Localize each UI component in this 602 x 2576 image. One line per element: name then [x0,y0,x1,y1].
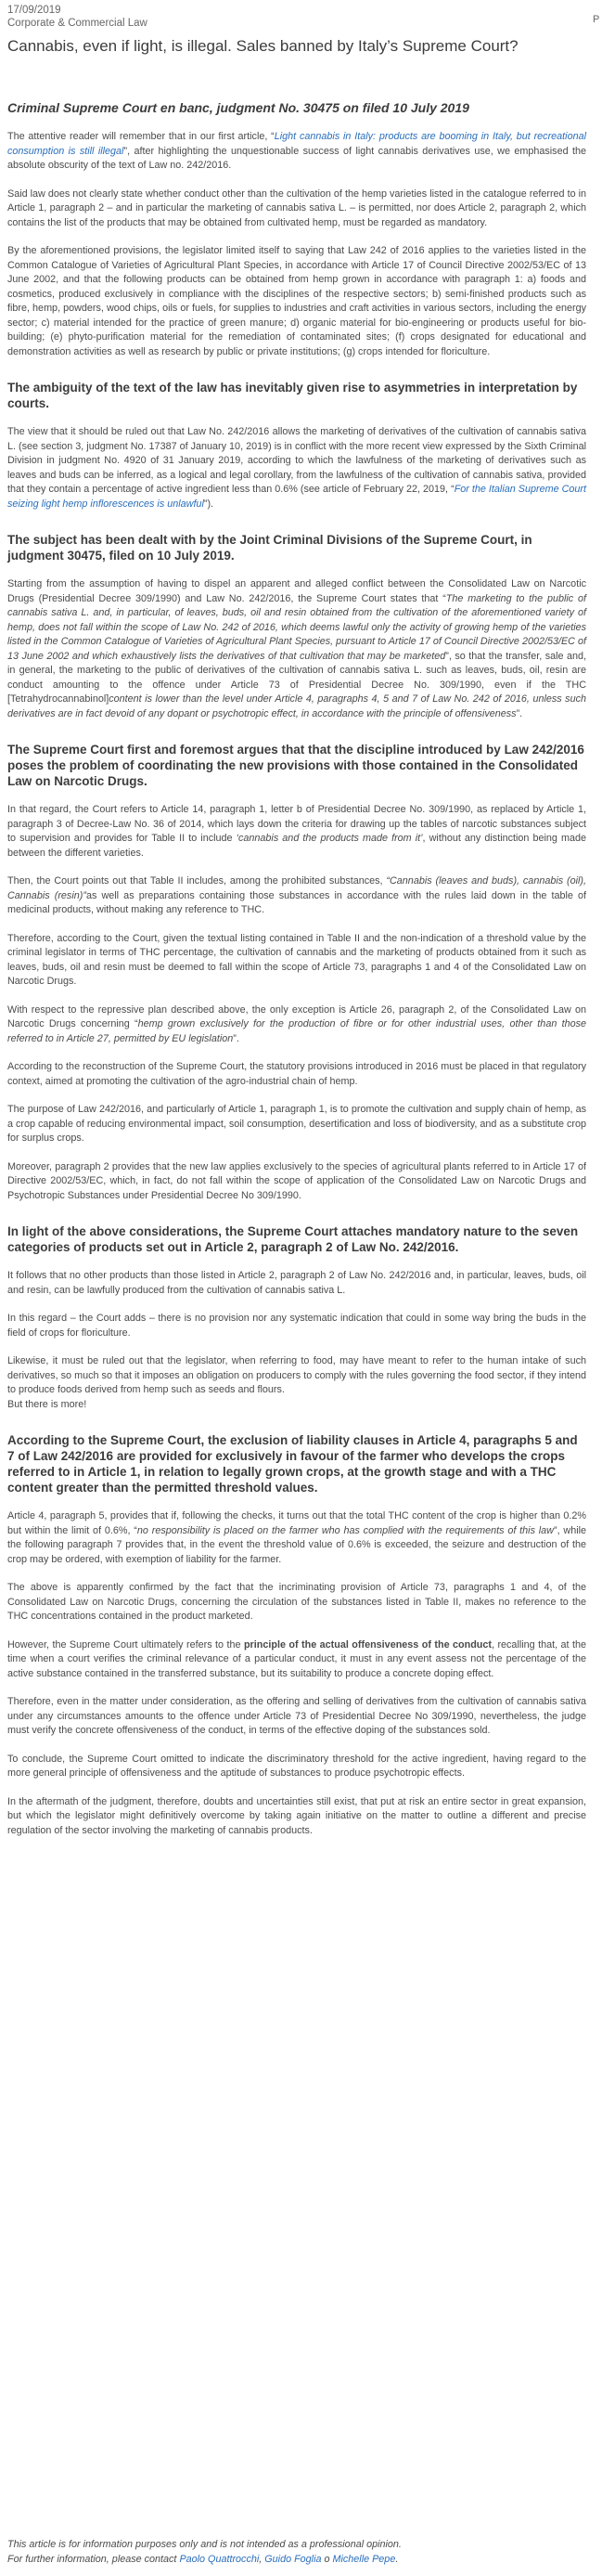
paragraph: Starting from the assumption of having to dispel an apparent and alleged conflict between the Consolidated Law on Narcotic Drugs (Presidential Decree 309/1990) and Law No. 242/2016, the Supreme Court states that “The marketing to the public of cannabis sativa L. and, in particular, of leaves, buds, oil and resin obtained from the cultivation of the aforementioned variety of hemp, does not fall within the scope of Law No. 242 of 2016, which deems lawful only the activity of growing hemp of the varieties listed in the Common Catalogue of Varieties of Agricultural Plant Species, pursuant to Article 17 of Council Directive 2002/53/EC of 13 June 2002 and which exhaustively lists the derivatives of that cultivation that may be marketed”, so that the transfer, sale and, in general, the marketing to the public of derivatives of the cultivation of cannabis sativa L. such as leaves, buds, oil, resin are conduct amounting to the offence under Article 73 of Presidential Decree No. 309/1990, even if the THC [Tetrahydrocannabinol]content is lower than the level under Article 4, paragraphs 4, 5 and 7 of Law No. 242 of 2016, unless such derivatives are in fact devoid of any dopant or psychotropic effect, in accordance with the principle of offensiveness”. [7,578,586,719]
section-heading: The subject has been dealt with by the Joint Criminal Divisions of the Supreme Court, in judgment 30475, filed on 10 July 2019. [7,533,532,563]
paragraph: By the aforementioned provisions, the legislator limited itself to saying that Law 242 of 2016 applies to the varieties listed in the Common Catalogue of Varieties of Agricultural Plant Species, in accordance with Article 17 of Council Directive 2002/53/EC of 13 June 2002, and that the following products can be obtained from hemp grown in accordance with paragraph 1: a) foods and cosmetics, produced exclusively in compliance with the disciplines of the respective sectors; b) semi-finished products such as fibre, hemp, powders, wood chips, oils or fuels, for supplies to industries and craft activities in various sectors, including the energy sector; c) material intended for the practice of green manure; d) organic material for bio-engineering or products useful for bio-building; (e) phyto-purification material for the remediation of contaminated sites; (f) crops designated for educational and demonstration activities as well as research by public or private institutions; (g) crops intended for floriculture. [7,245,586,357]
article [7,0,586,1838]
paragraph: In the aftermath of the judgment, therefore, doubts and uncertainties still exist, that put at risk an entire sector in great expansion, but which the legislator might definitively overcome by taking again initiative on the matter to outline a different and precise regulation of the sector involving the marketing of cannabis products. [7,1795,586,1836]
contact-link-pepe[interactable]: Michelle Pepe [332,2553,396,2565]
paragraph: Said law does not clearly state whether conduct other than the cultivation of the hemp varieties listed in the catalogue referred to in Article 1, paragraph 2 – and in particular the marketing of cannabis sativa L. – is permitted, nor does Article 2, paragraph 2, which contains the list of the products that may be obtained from cultivated hemp, must be regarded as mandatory. [7,188,586,228]
disclaimer: This article is for information purposes only and is not intended as a professional opinion. [7,2539,402,2550]
contact-line: For further information, please contact Paolo Quattrocchi, Guido Foglia o Michelle Pepe. [7,2553,399,2565]
section-heading: According to the Supreme Court, the exclusion of liability clauses in Article 4, paragraphs 5 and 7 of Law 242/2016 are provided for exclusively in favour of the farmer who develops the crops referred to in Article 1, in relation to legally grown crops, at the growth stage and with a THC content greater than the permitted threshold values. [7,1433,578,1495]
article-title: Cannabis, even if light, is illegal. Sales banned by Italy’s Supreme Court? [7,37,519,55]
paragraph: Likewise, it must be ruled out that the legislator, when referring to food, may have meant to refer to the human intake of such derivatives, so much so that it imposes an obligation on producers to comply with the rules governing the food sector, if they intend to produce foods derived from hemp such as seeds and flours. [7,1355,586,1395]
section-heading: In light of the above considerations, the Supreme Court attaches mandatory nature to the seven categories of products set out in Article 2, paragraph 2 of Law No. 242/2016. [7,1224,579,1254]
paragraph: With respect to the repressive plan described above, the only exception is Article 26, paragraph 2, of the Consolidated Law on Narcotic Drugs concerning “hemp grown exclusively for the production of fibre or for other industrial uses, other than those referred to in Article 27, permitted by EU legislation”. [7,1003,586,1044]
section-heading: The ambiguity of the text of the law has inevitably given rise to asymmetries in interpretation by courts. [7,381,578,410]
paragraph: According to the reconstruction of the Supreme Court, the statutory provisions introduced in 2016 must be placed in that regulatory context, aimed at promoting the cultivation of the agro-industrial chain of hemp. [7,1061,586,1087]
paragraph: However, the Supreme Court ultimately refers to the principle of the actual offensiveness of the conduct, recalling that, at the time when a court verifies the criminal relevance of a particular conduct, it must in any event assess not the percentage of the active substance contained in the transferred substance, but its suitability to produce a concrete doping effect. [7,1638,586,1679]
paragraph: In this regard – the Court adds – there is no provision nor any systematic indication that could in some way bring the buds in the field of crops for floriculture. [7,1313,586,1339]
paragraph: In that regard, the Court refers to Article 14, paragraph 1, letter b of Presidential Decree No. 309/1990, as replaced by Article 1, paragraph 3 of Decree-Law No. 36 of 2014, which lays down the criteria for drawing up the tables of narcotic substances subject to supervision and provides for Table II to include ‘cannabis and the products made from it’, without any distinction being made between the different varieties. [7,804,587,859]
paragraph: The view that it should be ruled out that Law No. 242/2016 allows the marketing of derivatives of the cultivation of cannabis sativa L. (see section 3, judgment No. 17387 of January 10, 2019) is in conflict with the more recent view expressed by the Sixth Criminal Division in judgment No. 4920 of 31 January 2019, according to which the lawfulness of the marketing of derivatives such as leaves and buds can be inferred, as a logical and legal corollary, from the lawfulness of the cultivation of cannabis sativa, provided that they contain a percentage of active ingredient less than 0.6% (see article of February 22, 2019, “For the Italian Supreme Court seizing light hemp inflorescences is unlawful”). [7,426,586,510]
paragraph: But there is more! [7,1398,87,1410]
paragraph: To conclude, the Supreme Court omitted to indicate the discriminatory threshold for the active ingredient, having regard to the more general principle of offensiveness and the aptitude of substances to produce psychotropic effects. [7,1753,586,1779]
article-category[interactable]: Corporate & Commercial Law [7,18,147,29]
paragraph: The above is apparently confirmed by the fact that the incriminating provision of Article 73, paragraphs 1 and 4, of the Consolidated Law on Narcotic Drugs, concerning the circulation of the substances listed in Table II, makes no reference to the THC concentrations contained in the product marketed. [7,1582,586,1622]
contact-link-quattrocchi[interactable]: Paolo Quattrocchi [179,2553,260,2565]
contact-link-foglia[interactable]: Guido Foglia [264,2553,322,2565]
paragraph: The purpose of Law 242/2016, and particularly of Article 1, paragraph 1, is to promote the cultivation and supply chain of hemp, as a crop capable of reducing environmental impact, soil consumption, desertification and loss of biodiversity, and as a substitute crop for surplus crops. [7,1104,586,1144]
article-date: 17/09/2019 [7,5,61,16]
article-footer [7,2538,586,2567]
paragraph: Moreover, paragraph 2 provides that the new law applies exclusively to the species of agricultural plants referred to in Article 17 of Directive 2002/53/EC, which, in fact, do not fall within the scope of application of the Consolidated Law on Narcotic Drugs and Psychotropic Substances under Presidential Decree No 309/1990. [7,1160,586,1201]
paragraph: Then, the Court points out that Table II includes, among the prohibited substances, “Cannabis (leaves and buds), cannabis (oil), Cannabis (resin)”as well as preparations containing those substances in accordance with the rules laid down in the table of medicinal products, without making any reference to THC. [7,875,586,915]
side-letter: P [593,14,600,25]
paragraph: It follows that no other products than those listed in Article 2, paragraph 2 of Law No. 242/2016 and, in particular, leaves, buds, oil and resin, can be lawfully produced from the cultivation of cannabis sativa L. [7,1270,586,1296]
link-supreme-court-article[interactable]: For the Italian Supreme Court seizing light hemp inflorescences is unlawful [7,484,586,510]
link-first-article[interactable]: Light cannabis in Italy: products are booming in Italy, but recreational consumption is still illegal [7,131,586,157]
paragraph: Therefore, even in the matter under consideration, as the offering and selling of derivatives from the cultivation of cannabis sativa under any circumstances amounts to the offence under Article 73 of Presidential Decree No 309/1990, nevertheless, the judge must verify the concrete offensiveness of the conduct, in terms of the effective doping of the substances sold. [7,1696,586,1736]
paragraph: The attentive reader will remember that in our first article, “Light cannabis in Italy: products are booming in Italy, but recreational consumption is still illegal”, after highlighting the unquestionable success of light cannabis derivatives use, we emphasised the absolute obscurity of the text of Law no. 242/2016. [7,131,587,171]
paragraph: Article 4, paragraph 5, provides that if, following the checks, it turns out that the total THC content of the crop is higher than 0.2% but within the limit of 0.6%, “no responsibility is placed on the farmer who has complied with the requirements of this law”, while the following paragraph 7 provides that, in the event the threshold value of 0.6% is exceeded, the seizure and destruction of the crop may be ordered, with exemption of liability for the farmer. [7,1510,586,1565]
article-subtitle: Criminal Supreme Court en banc, judgment No. 30475 on filed 10 July 2019 [7,100,469,115]
paragraph: Therefore, according to the Court, given the textual listing contained in Table II and the non-indication of a threshold value by the criminal legislator in terms of THC percentage, the cultivation of cannabis and the marketing of products obtained from it such as leaves, buds, oil and resin must be deemed to fall within the scope of Article 73, paragraphs 1 and 4 of the Consolidated Law on Narcotic Drugs. [7,932,586,987]
section-heading: The Supreme Court first and foremost argues that that the discipline introduced by Law 242/2016 poses the problem of coordinating the new provisions with those contained in the Consolidated Law on Narcotic Drugs. [7,743,584,788]
